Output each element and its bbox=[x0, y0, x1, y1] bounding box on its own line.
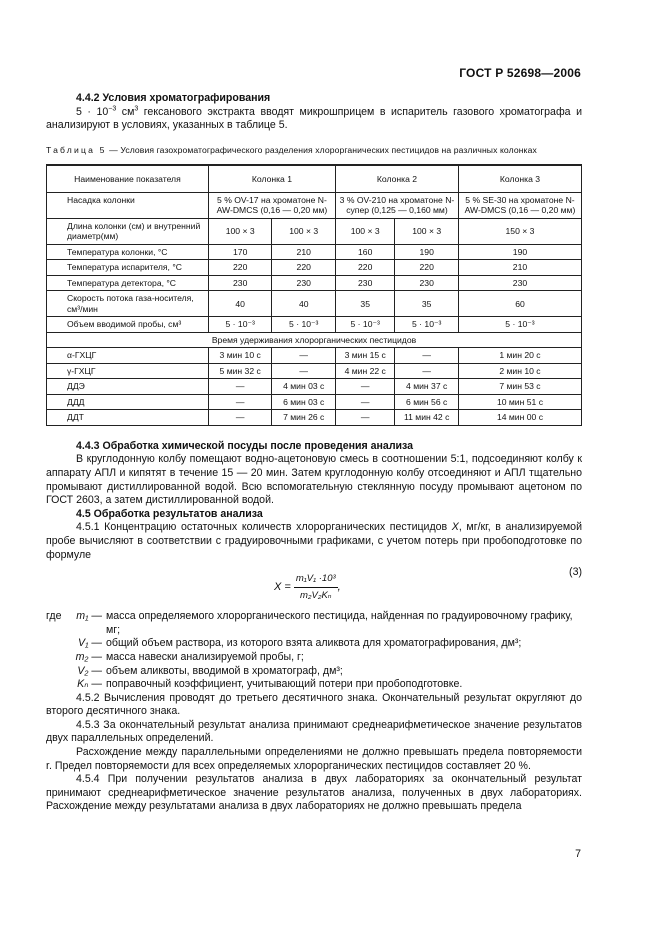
table-header-col1: Колонка 1 bbox=[208, 165, 335, 193]
definition-row: где m₁ — масса определяемого хлорорганического пестицида, найденная по градуировочному графику, мг; bbox=[46, 610, 573, 636]
table-row: ДДЭ — 4 мин 03 с — 4 мин 37 с 7 мин 53 с bbox=[47, 379, 582, 395]
formula-numerator: m₁V₁ ·10³ bbox=[294, 572, 338, 588]
table-5-caption: Таблица 5 — Условия газохроматографического разделения хлорорганических пестицидов на различных колонках bbox=[46, 144, 537, 155]
paragraph-4-5-3-b: Расхождение между параллельными определениями не должно превышать предела повторяемости r. Предел повторяемости для всех определяемых хлорорганических пестицидов составляет 20 %. bbox=[46, 746, 582, 772]
table-row: Скорость потока газа-носителя, см³/мин 40 40 35 35 60 bbox=[47, 291, 582, 317]
table-row: Насадка колонки 5 % OV-17 на хроматоне N-AW-DMCS (0,16 — 0,20 мм) 3 % OV-210 на хроматоне N-супер (0,125 — 0,160 мм) 5 % SE-30 на хроматоне N-AW-DMCS (0,16 — 0,20 мм) bbox=[47, 192, 582, 218]
paragraph-4-5-1: 4.5.1 Концентрацию остаточных количеств хлорорганических пестицидов X, мг/кг, в анализируемой пробе вычисляют в соответствии с градуировочными графиками, с учетом потерь при пробоподготовке по формуле bbox=[46, 521, 582, 561]
formula-fraction bbox=[294, 572, 338, 602]
section-4-5-title: 4.5 Обработка результатов анализа bbox=[76, 507, 263, 520]
table-row: γ-ГХЦГ 5 мин 32 с — 4 мин 22 с — 2 мин 10 с bbox=[47, 363, 582, 379]
paragraph-4-5-2: 4.5.2 Вычисления проводят до третьего десятичного знака. Окончательный результат округляют до второго десятичного знака. bbox=[46, 691, 582, 718]
formula-lhs: X = bbox=[274, 581, 291, 594]
section-4-4-2-text: $5 \cdot 10^{-3}$ $см^3$ гексанового экстракта вводят микрошприцем в испаритель газового хроматографа и анализируют в условиях, указанных в таблице 5. bbox=[46, 105, 582, 132]
table-row: Объем вводимой пробы, см³ 5 · 10⁻³ 5 · 10⁻³ 5 · 10⁻³ 5 · 10⁻³ 5 · 10⁻³ bbox=[47, 317, 582, 333]
table-row bbox=[47, 332, 582, 348]
definition-row: Kₙ — поправочный коэффициент, учитывающий потери при пробоподготовке. bbox=[77, 678, 463, 691]
section-4-4-2-title: 4.4.2 Условия хроматографирования bbox=[76, 92, 271, 104]
formula-definitions bbox=[46, 610, 582, 692]
section-4-4-3-text: В круглодонную колбу помещают водно-ацетоновую смесь в соотношении 5:1, подсоединяют колбу к аппарату АПЛ и кипятят в течение 15 — 20 мин. Затем круглодонную колбу отсоединяют и АПЛ тщательно промывают дистиллированной водой. Всю вспомогательную стеклянную посуду промывают ацетоном по ГОСТ 2603, а затем дистиллированной водой. bbox=[46, 453, 582, 507]
table-row: ДДД — 6 мин 03 с — 6 мин 56 с 10 мин 51 с bbox=[47, 394, 582, 410]
definition-row: V₁ — общий объем раствора, из которого взята аликвота для хроматографирования, дм³; bbox=[78, 637, 522, 650]
section-4-4-3-title: 4.4.3 Обработка химической посуды после проведения анализа bbox=[76, 439, 414, 452]
table-row: Длина колонки (см) и внутренний диаметр(мм) 100 × 3 100 × 3 100 × 3 100 × 3 150 × 3 bbox=[47, 218, 582, 244]
table-row: α-ГХЦГ 3 мин 10 с — 3 мин 15 с — 1 мин 20 с bbox=[47, 348, 582, 364]
definition-row: V₂ — объем аликвоты, вводимой в хроматограф, дм³; bbox=[77, 664, 343, 677]
table-row: Температура детектора, °С 230 230 230 230 230 bbox=[47, 275, 582, 291]
table-row: ДДТ — 7 мин 26 с — 11 мин 42 с 14 мин 00 с bbox=[47, 410, 582, 426]
table-5 bbox=[46, 164, 582, 426]
retention-title: Время удерживания хлорорганических пестицидов bbox=[47, 332, 582, 348]
paragraph-4-5-4: 4.5.4 При получении результатов анализа в двух лабораториях за окончательный результат принимают среднеарифметическое значение результатов анализа, полученных в двух лабораториях. Расхождение между результатами анализа в двух лабораториях не должно превышать предела bbox=[46, 773, 582, 813]
formula-number: (3) bbox=[569, 566, 582, 579]
paragraph-4-5-3: 4.5.3 За окончательный результат анализа принимают среднеарифметическое значение результатов двух параллельных определений. bbox=[46, 718, 582, 745]
formula-denominator: m₂V₂Kₙ bbox=[299, 589, 332, 601]
table-header-row bbox=[47, 165, 582, 193]
table-row: Температура колонки, °С 170 210 160 190 190 bbox=[47, 244, 582, 260]
table-row: Температура испарителя, °С 220 220 220 220 210 bbox=[47, 260, 582, 276]
formula-3: X = $\frac{\text{m₁V₁ ·10³}}{\text{m₂V₂Kₙ}}$ , (3) bbox=[274, 566, 582, 601]
page-content bbox=[46, 92, 582, 814]
standard-header: ГОСТ Р 52698—2006 bbox=[459, 66, 581, 80]
page-number: 7 bbox=[575, 848, 581, 860]
table-header-col2: Колонка 2 bbox=[335, 165, 458, 193]
table-header-name: Наименование показателя bbox=[47, 165, 209, 193]
table-header-col3: Колонка 3 bbox=[458, 165, 581, 193]
definition-row: m₂ — масса навески анализируемой пробы, г; bbox=[75, 650, 304, 663]
